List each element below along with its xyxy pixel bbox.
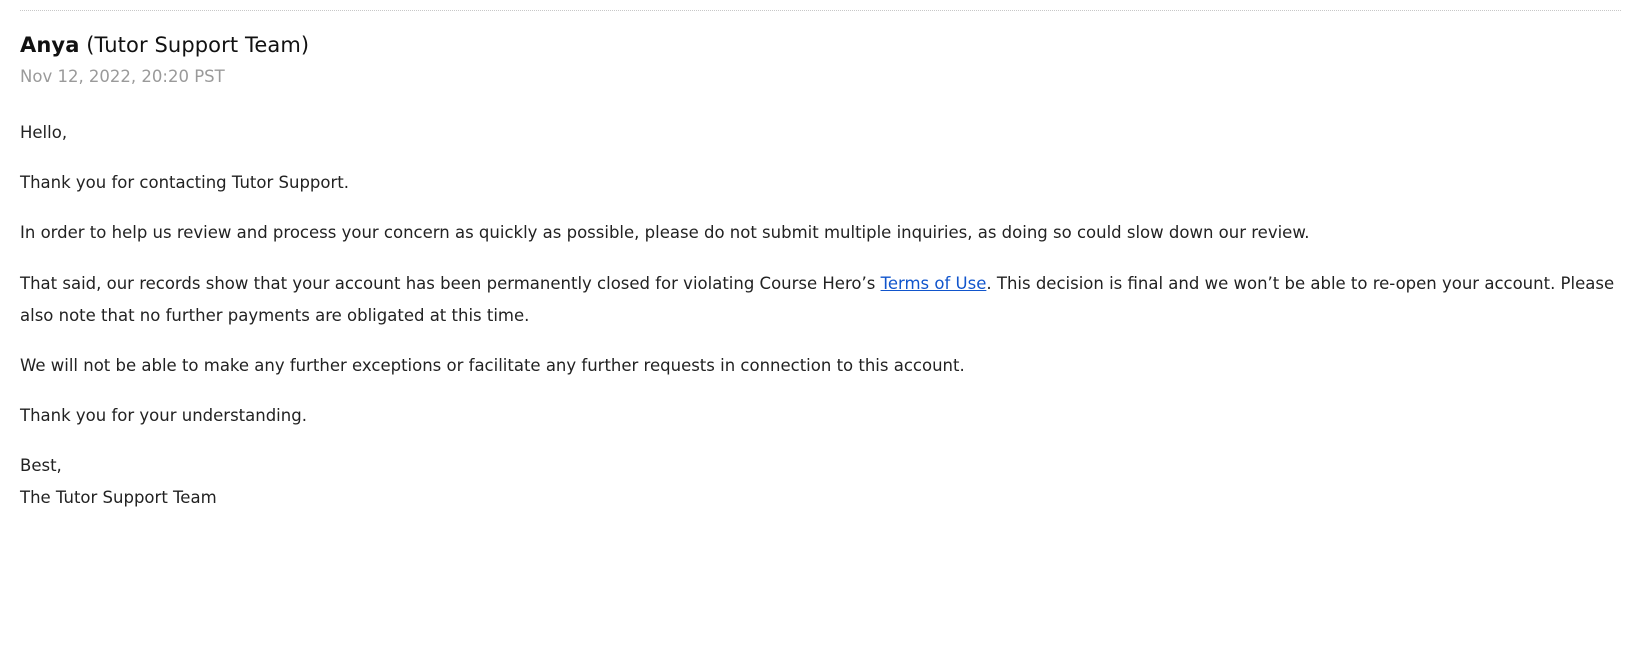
paragraph-account-closed [20,268,1621,332]
sender-name: Anya [20,33,80,57]
closure-text-after-link: . This decision is final and we won’t be able to re-open your account. Please also note that no further payments are obligated at this time. [20,273,1615,325]
paragraph-no-exceptions: We will not be able to make any further exceptions or facilitate any further requests in connection to this account. [20,355,965,375]
paragraph-understanding: Thank you for your understanding. [20,406,307,426]
signature-text: The Tutor Support Team [20,488,217,508]
message-divider [20,10,1621,11]
sender-team: (Tutor Support Team) [79,33,310,57]
closure-text-before-link: That said, our records show that your account has been permanently closed for violating Course Hero’s [20,273,881,293]
terms-of-use-link[interactable]: Terms of Use [880,273,987,293]
message-sender [20,33,1621,58]
paragraph-review-process: In order to help us review and process your concern as quickly as possible, please do not submit multiple inquiries, as doing so could slow down our review. [20,223,1310,243]
message-timestamp: Nov 12, 2022, 20:20 PST [20,67,225,87]
greeting-text: Hello, [20,122,68,142]
signoff-text: Best, [20,456,62,476]
paragraph-thanks-contacting: Thank you for contacting Tutor Support. [20,173,350,193]
message-body [20,117,1621,515]
email-message [0,10,1641,515]
